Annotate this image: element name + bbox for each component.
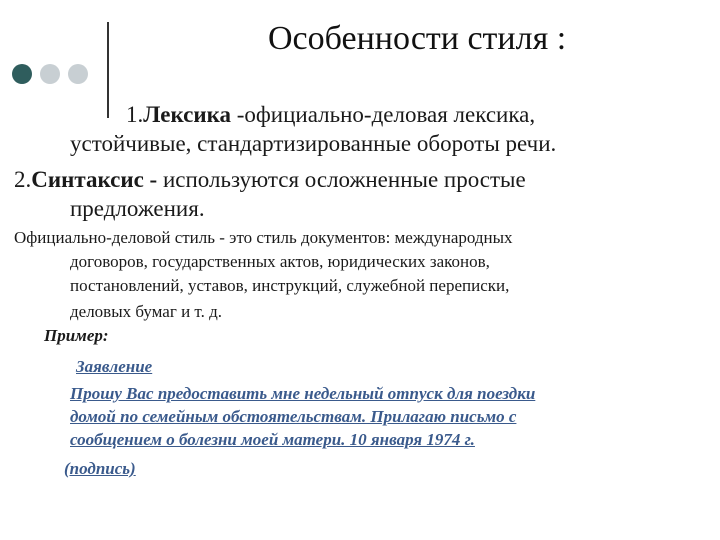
point-2-text: используются осложненные простые: [157, 167, 526, 192]
point-1-line-1: [126, 100, 535, 129]
dot-light: [68, 64, 88, 84]
point-2-number: 2.: [14, 167, 32, 192]
example-label: Пример:: [44, 326, 109, 345]
point-2-line-2: предложения.: [70, 196, 205, 221]
example-body-line-2[interactable]: домой по семейным обстоятельствам. Прилагаю письмо с: [70, 407, 517, 426]
point-2-line-1: [14, 165, 526, 194]
point-1-number: 1.: [126, 102, 144, 127]
dot-dark: [12, 64, 32, 84]
point-1-text: -официально-деловая лексика,: [230, 102, 536, 127]
example-doc-title[interactable]: Заявление: [76, 357, 153, 376]
point-1-term: Лексика: [143, 102, 231, 127]
example-body-line-1[interactable]: Прошу Вас предоставить мне недельный отпуск для поездки: [70, 384, 536, 403]
definition-line-2: договоров, государственных актов, юридических законов,: [70, 252, 490, 271]
vertical-divider: [107, 22, 109, 118]
definition-line-3: постановлений, уставов, инструкций, служебной переписки,: [70, 276, 510, 295]
point-2-term: Синтаксис -: [31, 167, 158, 192]
dot-light: [40, 64, 60, 84]
definition-line-4: деловых бумаг и т. д.: [70, 302, 222, 321]
decorative-dots: [12, 64, 88, 84]
example-body-line-3[interactable]: сообщением о болезни моей матери. 10 января 1974 г.: [70, 430, 475, 449]
example-signature[interactable]: (подпись): [64, 459, 136, 478]
slide-title: Особенности стиля :: [268, 20, 567, 57]
point-1-line-2: устойчивые, стандартизированные обороты речи.: [70, 131, 557, 156]
definition-line-1: Официально-деловой стиль - это стиль документов: международных: [14, 228, 513, 247]
